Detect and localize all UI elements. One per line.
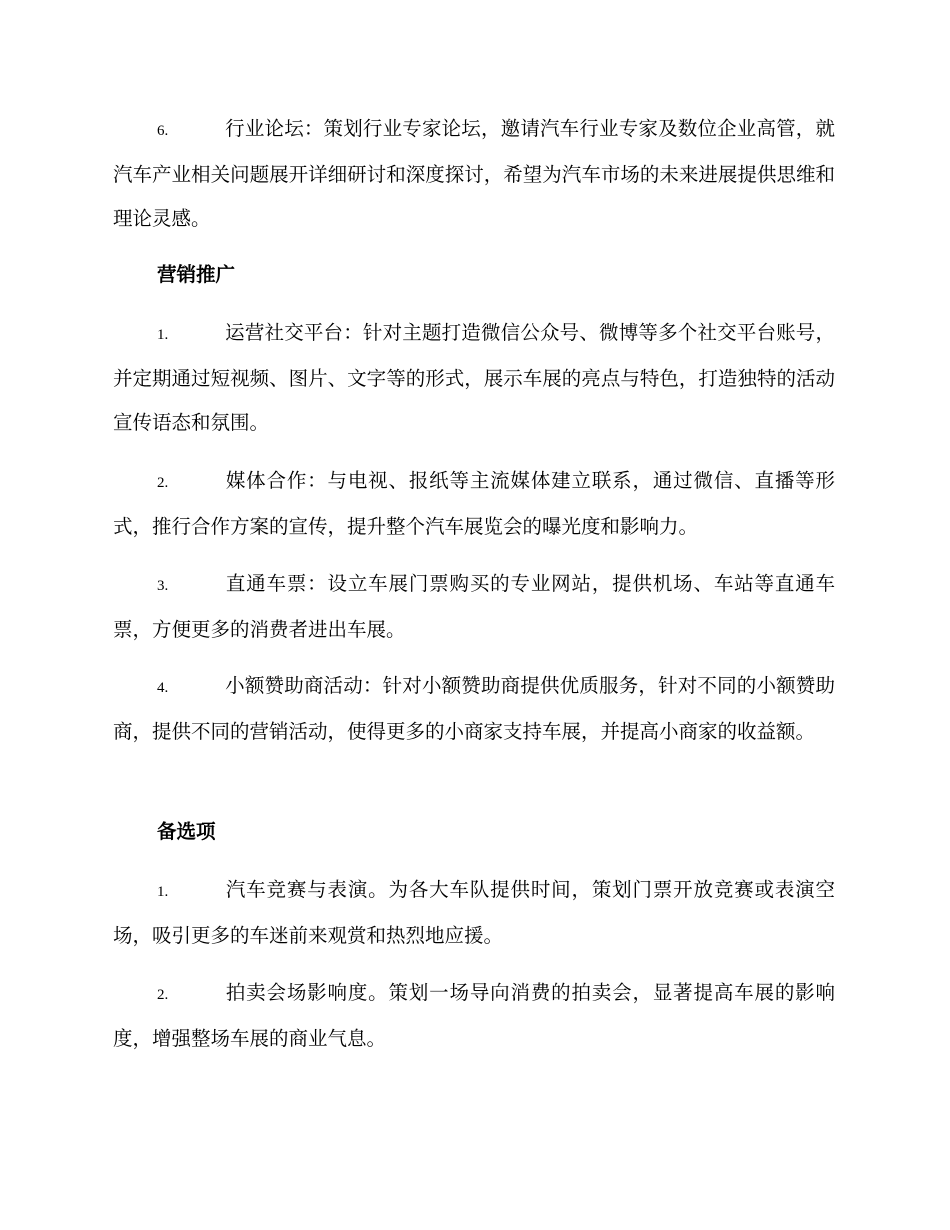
list-number: 2.: [157, 987, 169, 1003]
list-item-racing-show: [113, 868, 835, 958]
list-number: 6.: [157, 123, 169, 139]
list-item-media-cooperation: [113, 459, 835, 549]
list-item-text: 行业论坛：策划行业专家论坛，邀请汽车行业专家及数位企业高管，就汽车产业相关问题展开详细研讨和深度探讨，希望为汽车市场的未来进展提供思维和理论灵感。: [113, 117, 835, 230]
list-number: 3.: [157, 578, 169, 594]
list-item-text: 拍卖会场影响度。策划一场导向消费的拍卖会，显著提高车展的影响度，增强整场车展的商业气息。: [113, 981, 835, 1050]
list-item-social-platform: [113, 311, 835, 445]
list-item-text: 小额赞助商活动：针对小额赞助商提供优质服务，针对不同的小额赞助商，提供不同的营销活动，使得更多的小商家支持车展，并提高小商家的收益额。: [113, 674, 835, 743]
list-item-text: 汽车竞赛与表演。为各大车队提供时间，策划门票开放竞赛或表演空场，吸引更多的车迷前来观赏和热烈地应援。: [113, 878, 835, 947]
list-item-text: 媒体合作：与电视、报纸等主流媒体建立联系，通过微信、直播等形式，推行合作方案的宣传，提升整个汽车展览会的曝光度和影响力。: [113, 469, 835, 538]
section-heading-marketing: 营销推广: [157, 263, 236, 286]
list-number: 1.: [157, 884, 169, 900]
list-item-direct-tickets: [113, 562, 835, 652]
list-number: 1.: [157, 327, 169, 343]
list-item-sponsor-activities: [113, 664, 835, 754]
list-item-forum: [113, 107, 835, 241]
section-heading-alternatives: 备选项: [157, 820, 216, 843]
list-number: 4.: [157, 680, 169, 696]
list-number: 2.: [157, 475, 169, 491]
list-item-text: 运营社交平台：针对主题打造微信公众号、微博等多个社交平台账号，并定期通过短视频、图片、文字等的形式，展示车展的亮点与特色，打造独特的活动宣传语态和氛围。: [113, 321, 835, 434]
list-item-auction: [113, 971, 835, 1061]
list-item-text: 直通车票：设立车展门票购买的专业网站，提供机场、车站等直通车票，方便更多的消费者进出车展。: [113, 572, 835, 641]
